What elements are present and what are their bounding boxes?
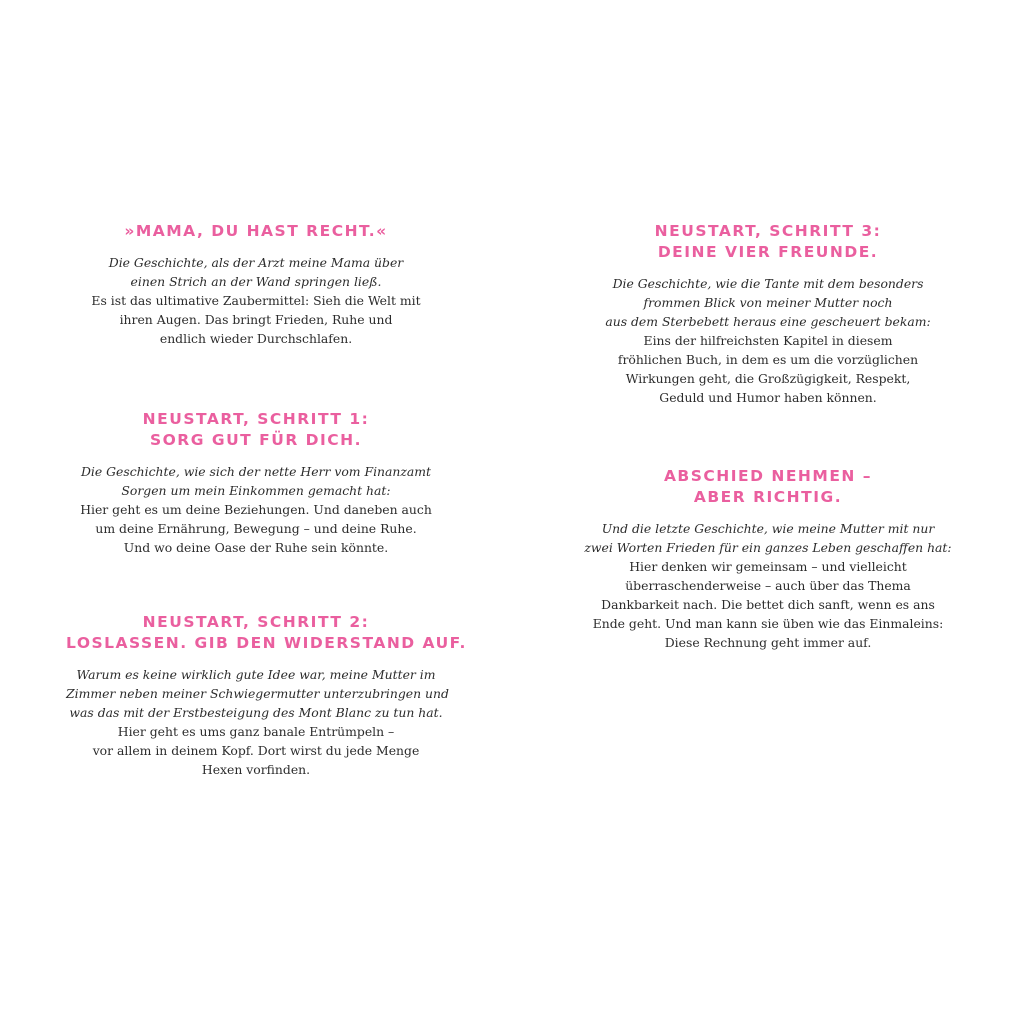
section-body: [66, 462, 446, 557]
heading-line: ABSCHIED NEHMEN –: [663, 467, 873, 485]
section-heading: [66, 221, 446, 242]
heading-line: LOSLASSEN. GIB DEN WIDERSTAND AUF.: [66, 634, 467, 652]
italic-line: Die Geschichte, wie sich der nette Herr vom Finanzamt: [80, 464, 432, 479]
section-body: [578, 274, 958, 407]
body-line: überraschenderweise – auch über das Thema: [625, 578, 911, 593]
heading-line: SORG GUT FÜR DICH.: [149, 431, 363, 449]
italic-line: Und die letzte Geschichte, wie meine Mutter mit nur: [601, 521, 935, 536]
italic-line: Zimmer neben meiner Schwiegermutter unterzubringen und: [66, 686, 449, 701]
italic-line: aus dem Sterbebett heraus eine gescheuert bekam:: [605, 314, 931, 329]
body-line: Dankbarkeit nach. Die bettet dich sanft, wenn es ans: [601, 597, 935, 612]
section-body: [66, 253, 446, 348]
heading-line: NEUSTART, SCHRITT 1:: [142, 410, 370, 428]
heading-line: »MAMA, DU HAST RECHT.«: [124, 222, 388, 240]
section-heading: [66, 612, 467, 654]
italic-line: einen Strich an der Wand springen ließ.: [130, 274, 382, 289]
italic-line: Die Geschichte, wie die Tante mit dem besonders: [612, 276, 924, 291]
section-heading: [66, 409, 446, 451]
section-body: [66, 665, 449, 779]
italic-line: frommen Blick von meiner Mutter noch: [643, 295, 893, 310]
heading-line: NEUSTART, SCHRITT 3:: [654, 222, 882, 240]
section-body: [578, 519, 958, 652]
body-line: Ende geht. Und man kann sie üben wie das Einmaleins:: [592, 616, 944, 631]
heading-line: DEINE VIER FREUNDE.: [657, 243, 879, 261]
heading-line: NEUSTART, SCHRITT 2:: [142, 613, 370, 631]
italic-line: zwei Worten Frieden für ein ganzes Leben geschaffen hat:: [584, 540, 952, 555]
body-line: Und wo deine Oase der Ruhe sein könnte.: [123, 540, 389, 555]
section-abschied-nehmen: [578, 466, 958, 652]
body-line: Wirkungen geht, die Großzügigkeit, Respekt,: [625, 371, 911, 386]
body-line: endlich wieder Durchschlafen.: [159, 331, 353, 346]
section-neustart-schritt-3: [578, 221, 958, 407]
section-heading: [578, 221, 958, 263]
body-line: ihren Augen. Das bringt Frieden, Ruhe und: [119, 312, 393, 327]
heading-line: ABER RICHTIG.: [693, 488, 843, 506]
body-line: Es ist das ultimative Zaubermittel: Sieh die Welt mit: [91, 293, 421, 308]
italic-line: was das mit der Erstbesteigung des Mont Blanc zu tun hat.: [69, 705, 443, 720]
italic-line: Warum es keine wirklich gute Idee war, meine Mutter im: [76, 667, 436, 682]
section-mama-du-hast-recht: [66, 221, 446, 348]
section-neustart-schritt-1: [66, 409, 446, 557]
italic-line: Die Geschichte, als der Arzt meine Mama über: [108, 255, 404, 270]
body-line: Geduld und Humor haben können.: [659, 390, 877, 405]
body-line: Hier denken wir gemeinsam – und vielleicht: [629, 559, 907, 574]
body-line: Hier geht es um deine Beziehungen. Und daneben auch: [80, 502, 432, 517]
body-line: Eins der hilfreichsten Kapitel in diesem: [643, 333, 893, 348]
body-line: Hexen vorfinden.: [201, 762, 311, 777]
body-line: Diese Rechnung geht immer auf.: [664, 635, 872, 650]
body-line: fröhlichen Buch, in dem es um die vorzüglichen: [617, 352, 919, 367]
body-line: um deine Ernährung, Bewegung – und deine Ruhe.: [95, 521, 417, 536]
italic-line: Sorgen um mein Einkommen gemacht hat:: [121, 483, 391, 498]
body-line: vor allem in deinem Kopf. Dort wirst du jede Menge: [92, 743, 420, 758]
body-line: Hier geht es ums ganz banale Entrümpeln –: [117, 724, 395, 739]
section-neustart-schritt-2: [66, 612, 467, 779]
section-heading: [578, 466, 958, 508]
